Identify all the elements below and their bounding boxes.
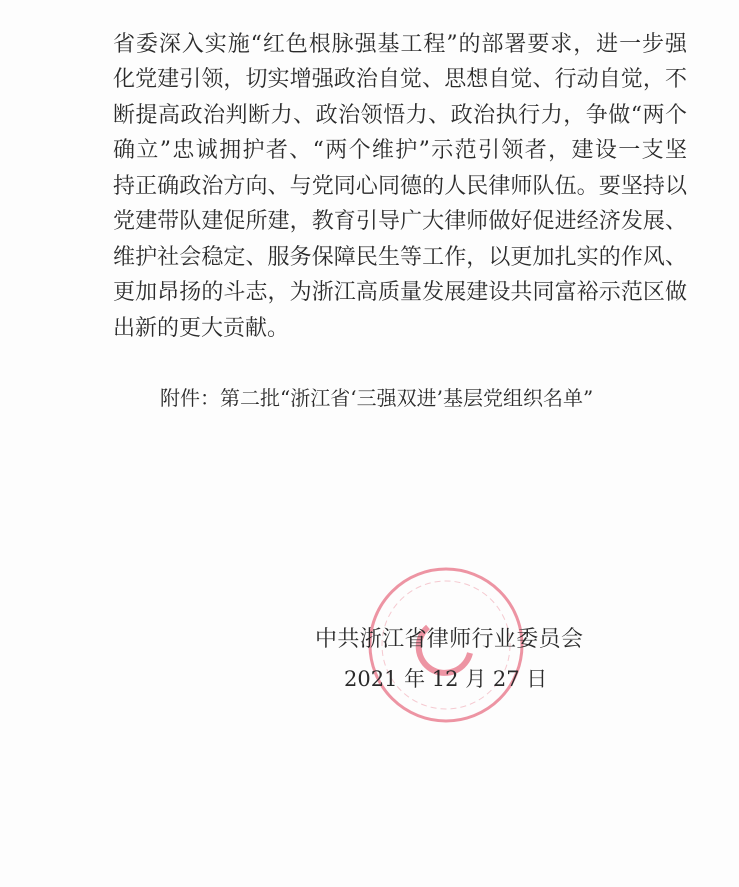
body-line: 出新的更大贡献。 [113,316,290,341]
body-line: 维护社会稳定、服务保障民生等工作，以更加扎实的作风、 [113,245,687,270]
body-line: 断提高政治判断力、政治领悟力、政治执行力，争做“两个 [113,103,687,128]
body-line: 更加昂扬的斗志，为浙江高质量发展建设共同富裕示范区做 [113,280,687,305]
body-line: 持正确政治方向、与党同心同德的人民律师队伍。要坚持以 [113,174,687,199]
issue-date: 2021 年 12 月 27 日 [344,667,548,691]
body-line: 党建带队建促所建，教育引导广大律师做好促进经济发展、 [113,209,687,234]
body-line: 确立”忠诚拥护者、“两个维护”示范引领者，建设一支坚 [113,138,687,163]
attachment-note: 附件：第二批“浙江省‘三强双进’基层党组织名单” [160,386,594,410]
body-line: 省委深入实施“红色根脉强基工程”的部署要求，进一步强 [113,32,687,57]
issuer-signature: 中共浙江省律师行业委员会 [315,627,583,652]
body-line: 化党建引领，切实增强政治自觉、思想自觉、行动自觉，不 [113,67,687,92]
